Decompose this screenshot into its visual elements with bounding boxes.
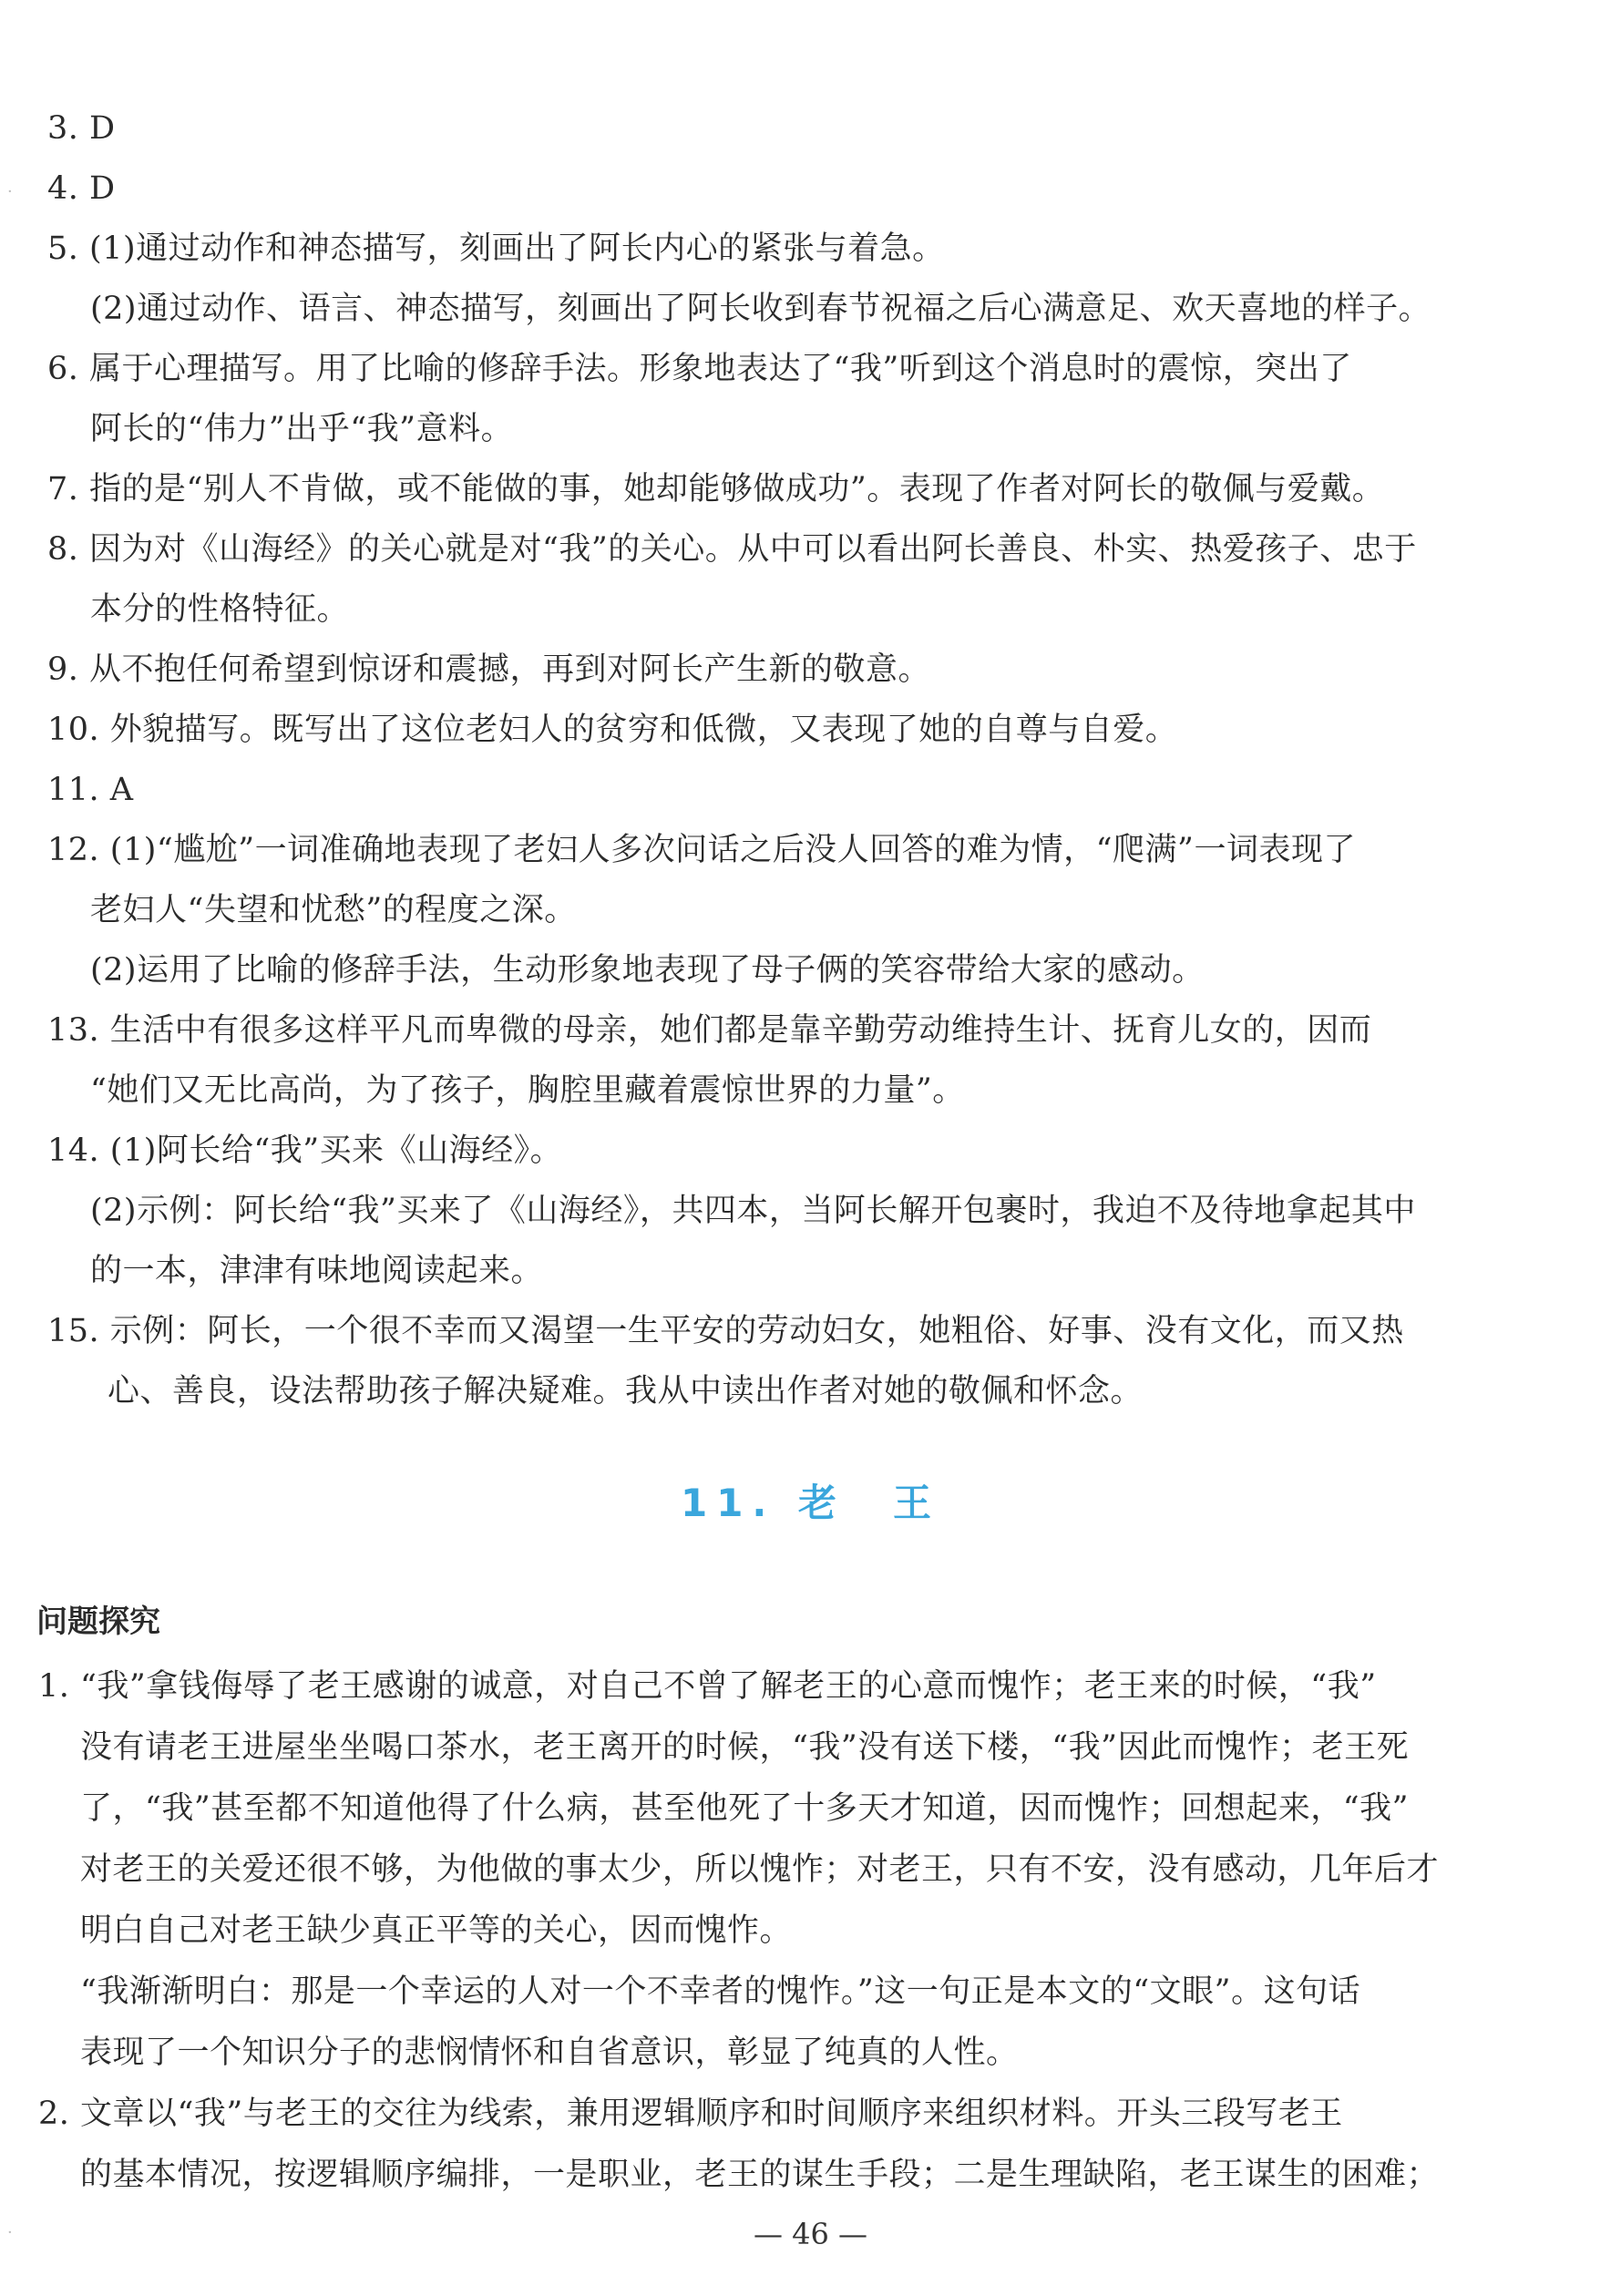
answer-line: 阿长的“伟力”出乎“我”意料。 [90,411,514,447]
answer-line: 1. “我”拿钱侮辱了老王感谢的诚意，对自己不曾了解老王的心意而愧怍；老王来的时候，“我” [38,1668,1377,1705]
answer-line: 10. 外貌描写。既写出了这位老妇人的贫穷和低微，又表现了她的自尊与自爱。 [47,712,1178,748]
answer-line: 5. (1)通过动作和神态描写，刻画出了阿长内心的紧张与着急。 [47,231,945,267]
answer-line: 7. 指的是“别人不肯做，或不能做的事，她却能够做成功”。表现了作者对阿长的敬佩与爱戴。 [47,471,1385,507]
answer-line: 13. 生活中有很多这样平凡而卑微的母亲，她们都是靠辛勤劳动维持生计、抚育儿女的，因而 [47,1012,1372,1049]
answer-line: 3. D [47,110,116,147]
answer-line: 11. A [47,772,134,808]
answer-line: 对老王的关爱还很不够，为他做的事太少，所以愧怍；对老王，只有不安，没有感动，几年后才 [80,1851,1440,1888]
answer-line: (2)运用了比喻的修辞手法，生动形象地表现了母子俩的笑容带给大家的感动。 [90,952,1205,989]
answer-line: “她们又无比高尚，为了孩子，胸腔里藏着震惊世界的力量”。 [90,1072,965,1109]
answer-line: 2. 文章以“我”与老王的交往为线索，兼用逻辑顺序和时间顺序来组织材料。开头三段写老王 [38,2096,1343,2132]
answer-line: 没有请老王进屋坐坐喝口茶水，老王离开的时候，“我”没有送下楼，“我”因此而愧怍；老王死 [80,1729,1410,1766]
answer-line: 9. 从不抱任何希望到惊讶和震撼，再到对阿长产生新的敬意。 [47,651,931,688]
answer-line: 12. (1)“尴尬”一词准确地表现了老妇人多次问话之后没人回答的难为情，“爬满”一词表现了 [47,832,1356,868]
answer-line: 本分的性格特征。 [90,591,350,628]
answer-line: (2)示例：阿长给“我”买来了《山海经》，共四本，当阿长解开包裹时，我迫不及待地拿起其中 [90,1193,1416,1229]
answer-line: 8. 因为对《山海经》的关心就是对“我”的关心。从中可以看出阿长善良、朴实、热爱孩子、忠于 [47,531,1417,568]
scan-mark: · [7,2223,13,2242]
page-number: — 46 — [753,2217,868,2251]
answer-line: 老妇人“失望和忧愁”的程度之深。 [90,892,577,928]
answer-line: 15. 示例：阿长，一个很不幸而又渴望一生平安的劳动妇女，她粗俗、好事、没有文化，而又热 [47,1313,1404,1349]
answer-line: 6. 属于心理描写。用了比喻的修辞手法。形象地表达了“我”听到这个消息时的震惊，突出了 [47,351,1352,387]
answer-line: 的基本情况，按逻辑顺序编排，一是职业，老王的谋生手段；二是生理缺陷，老王谋生的困难； [80,2157,1440,2193]
answer-line: 心、善良，设法帮助孩子解决疑难。我从中读出作者对她的敬佩和怀念。 [108,1373,1144,1409]
answer-line: (2)通过动作、语言、神态描写，刻画出了阿长收到春节祝福之后心满意足、欢天喜地的样子。 [90,291,1431,327]
answer-line: 表现了一个知识分子的悲悯情怀和自省意识，彰显了纯真的人性。 [80,2035,1019,2071]
answer-line: “我渐渐明白：那是一个幸运的人对一个不幸者的愧怍。”这一句正是本文的“文眼”。这句话 [80,1973,1361,2010]
scan-mark: · [7,182,13,201]
answer-line: 明白自己对老王缺少真正平等的关心，因而愧怍。 [80,1912,793,1949]
answer-line: 4. D [47,170,116,207]
answer-line: 的一本，津津有味地阅读起来。 [90,1253,544,1289]
lesson-title: 11. 老 王 [680,1481,941,1525]
answer-line: 14. (1)阿长给“我”买来《山海经》。 [47,1133,563,1169]
answer-line: 了，“我”甚至都不知道他得了什么病，甚至他死了十多天才知道，因而愧怍；回想起来，“我” [80,1790,1410,1827]
section-heading: 问题探究 [36,1604,160,1640]
